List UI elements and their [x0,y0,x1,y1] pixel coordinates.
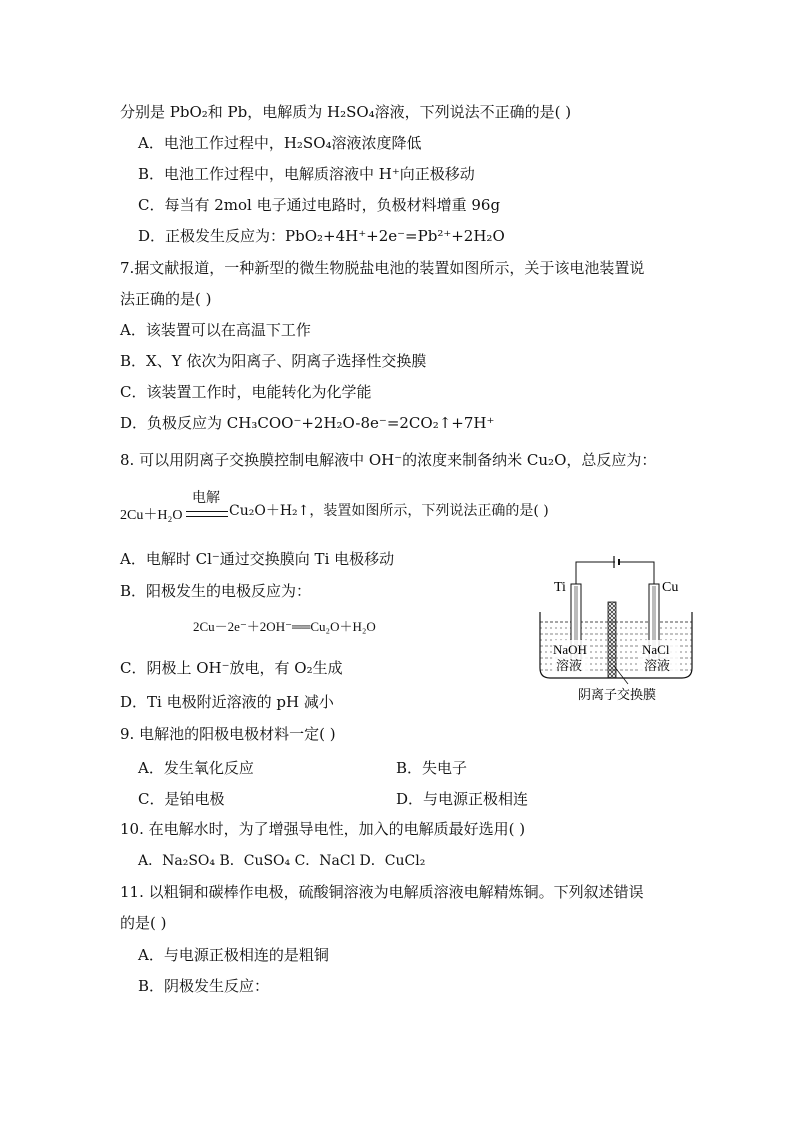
q8-option-b: B．阳极发生的电极反应为： [120,582,312,600]
q10-stem: 10. 在电解水时，为了增强导电性，加入的电解质最好选用( ) [120,820,526,838]
q6-option-d: D．正极发生反应为：PbO₂+4H⁺+2e⁻=Pb²⁺+2H₂O [138,227,505,245]
circuit-wire [576,562,654,584]
q8-option-c: C．阴极上 OH⁻放电，有 O₂生成 [120,659,343,677]
q7-stem-line1: 7.据文献报道，一种新型的微生物脱盐电池的装置如图所示，关于该电池装置说 [120,259,645,277]
q6-option-c: C．每当有 2mol 电子通过电路时，负极材料增重 96g [138,196,501,214]
naoh-label: NaOH [553,642,587,657]
nacl-solution-label: 溶液 [644,658,671,673]
q7-option-c: C．该装置工作时，电能转化为化学能 [120,383,372,401]
q8-stem: 8. 可以用阴离子交换膜控制电解液中 OH⁻的浓度来制备纳米 Cu₂O，总反应为： [120,451,657,469]
q8-eq-right: Cu₂O＋H₂↑，装置如图所示，下列说法正确的是( ) [229,503,549,519]
q8-option-d: D．Ti 电极附近溶液的 pH 减小 [120,693,334,711]
q9-option-c: C．是铂电极 [138,790,225,808]
q8-eq-condition: 电解 [192,490,220,506]
q8-option-b-equation: 2Cu－2e⁻＋2OH⁻══Cu₂O＋H₂O [193,619,376,634]
q7-option-b: B．X、Y 依次为阳离子、阴离子选择性交换膜 [120,352,427,370]
q9-option-b: B．失电子 [396,759,468,777]
membrane-label: 阴离子交换膜 [578,688,657,703]
q6-option-a: A．电池工作过程中，H₂SO₄溶液浓度降低 [138,134,422,152]
q7-option-a: A．该装置可以在高温下工作 [120,321,311,339]
q11-stem-line2: 的是( ) [120,914,167,932]
q8-eq-left: 2Cu＋H₂O [120,508,183,523]
q11-option-b: B．阴极发生反应： [138,977,270,995]
electrolysis-apparatus-figure [536,556,696,706]
q8-eq-equals-sign [186,511,228,517]
q11-option-a: A．与电源正极相连的是粗铜 [138,946,329,964]
naoh-solution-label: 溶液 [556,658,583,673]
q10-options: A．Na₂SO₄ B．CuSO₄ C．NaCl D．CuCl₂ [138,853,426,869]
q7-option-d: D．负极反应为 CH₃COO⁻+2H₂O-8e⁻=2CO₂↑+7H⁺ [120,414,495,432]
q8-option-a: A．电解时 Cl⁻通过交换膜向 Ti 电极移动 [120,550,395,568]
ti-label: Ti [554,580,566,595]
q7-stem-line2: 法正确的是( ) [120,290,212,308]
q11-stem-line1: 11. 以粗铜和碳棒作电极，硫酸铜溶液为电解质溶液电解精炼铜。下列叙述错误 [120,883,644,901]
q9-option-a: A．发生氧化反应 [138,759,254,777]
q6-stem-tail: 分别是 PbO₂和 Pb，电解质为 H₂SO₄溶液，下列说法不正确的是( ) [120,103,572,121]
q9-option-d: D．与电源正极相连 [396,790,529,808]
nacl-label: NaCl [642,642,670,657]
cu-label: Cu [662,580,679,595]
q6-option-b: B．电池工作过程中，电解质溶液中 H⁺向正极移动 [138,165,475,183]
q9-stem: 9. 电解池的阳极电极材料一定( ) [120,725,336,743]
